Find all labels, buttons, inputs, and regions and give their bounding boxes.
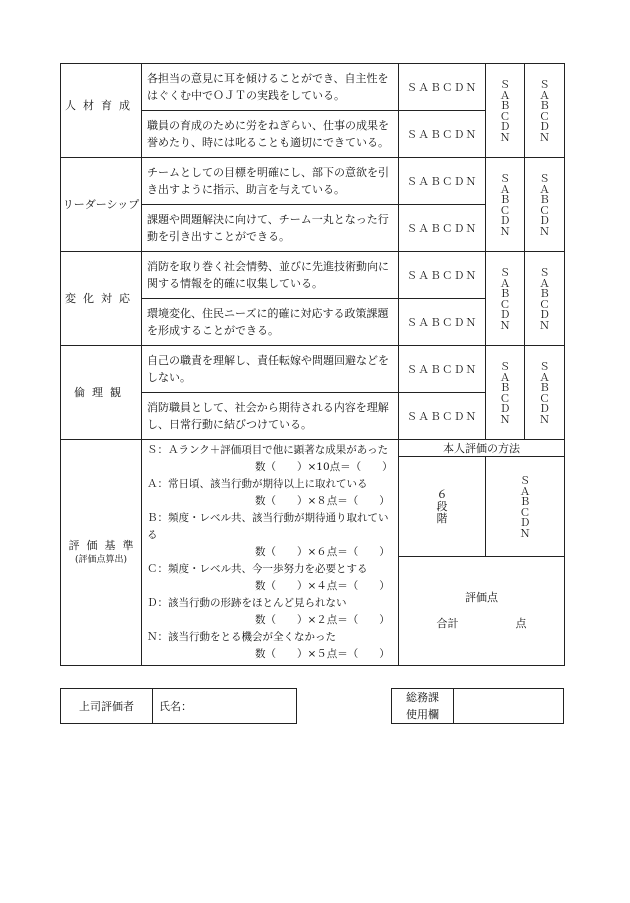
points-total (399, 611, 564, 637)
criteria-score[interactable]: 数（ ）×４点＝（ ） (255, 580, 390, 592)
grade-letter: Ｂ (499, 100, 511, 112)
category-name: 倫理観 (61, 346, 142, 440)
grade-letter: Ｃ (499, 392, 511, 405)
criteria-score[interactable]: 数（ ）×２点＝（ ） (255, 614, 390, 626)
grade-letter: ６ (436, 487, 448, 501)
grade-letter: Ｃ (539, 392, 550, 405)
grade-letter: Ｓ (499, 361, 511, 373)
item-description: 消防を取り巻く社会情勢、並びに先進技術動向に関する情報を的確に収集している。 (142, 252, 399, 299)
grade-letter: Ａ (539, 371, 550, 384)
criteria-subtitle: (評価点算出) (74, 554, 128, 565)
criteria-title-cell (61, 440, 142, 666)
grade-letter: Ｄ (499, 403, 511, 415)
admin-field[interactable] (454, 689, 564, 724)
grade-letter: Ｓ (499, 267, 511, 279)
grade-letter: 階 (436, 511, 448, 525)
grade-letter: Ｂ (539, 288, 550, 300)
grade-letter: Ａ (499, 277, 511, 290)
grade-letter: Ａ (499, 371, 511, 384)
method-grades (486, 457, 565, 557)
item-description: 職員の育成のために労をねぎらい、仕事の成果を誉めたり、時には叱ることも適切にできている。 (142, 111, 399, 158)
grade-letter: Ｎ (499, 413, 511, 426)
criteria-line: Ｂ：頻度・レベル共、該当行動が期待通り取れている (147, 512, 389, 541)
criteria-score[interactable]: 数（ ）×５点＝（ ） (255, 648, 390, 660)
self-evaluation-grades[interactable] (486, 252, 525, 346)
grade-letter: Ｂ (539, 194, 550, 206)
admin-label (392, 689, 454, 724)
criteria-score[interactable]: 数（ ）×８点＝（ ） (255, 495, 390, 507)
grade-letter: Ｂ (499, 382, 511, 394)
category-name: 変化対応 (61, 252, 142, 346)
evaluator-name-field[interactable] (153, 689, 297, 724)
points-cell (399, 557, 565, 666)
item-description: 各担当の意見に耳を傾けることができ、自主性をはぐくむ中でＯＪＴの実践をしている。 (142, 64, 399, 111)
grade-letter: Ａ (519, 485, 531, 498)
item-grade-options[interactable]: ＳＡＢＣＤＮ (399, 299, 486, 346)
category-name: 人材育成 (61, 64, 142, 158)
grade-letter: Ｓ (499, 79, 511, 91)
evaluator-label: 上司評価者 (61, 689, 153, 724)
admin-line1: 総務課 (406, 691, 439, 704)
grade-letter: Ｂ (519, 496, 531, 509)
criteria-score[interactable]: 数（ ）×10点＝（ ） (255, 461, 393, 473)
method-title: 本人評価の方法 (399, 440, 565, 457)
grade-letter: Ｎ (499, 131, 511, 144)
item-description: 自己の職責を理解し、責任転嫁や問題回避などをしない。 (142, 346, 399, 393)
grade-letter: Ｄ (539, 121, 550, 133)
evaluator-box (60, 688, 297, 724)
item-grade-options[interactable]: ＳＡＢＣＤＮ (399, 346, 486, 393)
grade-letter: Ｓ (539, 173, 550, 185)
grade-letter: Ａ (539, 89, 550, 102)
total-label: 合計 (436, 617, 459, 631)
grade-letter: Ｎ (539, 131, 550, 144)
criteria-title: 評価基準 (68, 538, 141, 552)
grade-letter: Ｄ (539, 403, 550, 415)
grade-letter: Ｂ (499, 194, 511, 206)
item-row (61, 64, 565, 111)
grade-letter: Ｃ (519, 506, 531, 519)
grade-letter: Ａ (539, 183, 550, 196)
admin-box (391, 688, 564, 724)
supervisor-evaluation-grades[interactable] (525, 158, 565, 252)
item-row (61, 252, 565, 299)
criteria-line: Ｄ：該当行動の形跡をほとんど見られない (147, 597, 347, 609)
item-grade-options[interactable]: ＳＡＢＣＤＮ (399, 64, 486, 111)
grade-letter: Ｂ (539, 382, 550, 394)
item-description: チームとしての目標を明確にし、部下の意欲を引き出すように指示、助言を与えている。 (142, 158, 399, 205)
grade-letter: Ｄ (499, 309, 511, 321)
grade-letter: Ｄ (519, 517, 531, 530)
self-evaluation-grades[interactable] (486, 64, 525, 158)
grade-letter: Ａ (499, 89, 511, 102)
grade-letter: Ｃ (499, 110, 511, 123)
grade-letter: Ｓ (499, 173, 511, 185)
evaluation-table (60, 63, 565, 666)
grade-letter: Ｃ (499, 204, 511, 217)
self-evaluation-grades[interactable] (486, 346, 525, 440)
admin-line2: 使用欄 (406, 708, 439, 721)
item-row (61, 346, 565, 393)
grade-letter: Ｃ (499, 298, 511, 311)
grade-letter: Ｂ (539, 100, 550, 112)
criteria-score[interactable]: 数（ ）×６点＝（ ） (255, 546, 390, 558)
grade-letter: Ｎ (519, 527, 531, 540)
grade-letter: Ａ (539, 277, 550, 290)
criteria-list (142, 440, 399, 666)
grade-letter: Ｎ (499, 225, 511, 238)
self-evaluation-grades[interactable] (486, 158, 525, 252)
criteria-line: Ｃ：頻度・レベル共、今一歩努力を必要とする (147, 563, 368, 575)
grade-letter: Ｃ (539, 110, 550, 123)
name-label: 氏名： (159, 700, 192, 713)
grade-letter: Ｓ (539, 361, 550, 373)
item-grade-options[interactable]: ＳＡＢＣＤＮ (399, 252, 486, 299)
grade-letter: Ｓ (539, 79, 550, 91)
grade-letter: Ｄ (539, 309, 550, 321)
grade-letter: Ｓ (519, 475, 531, 488)
grade-letter: Ｎ (539, 319, 550, 332)
criteria-line: Ｓ：Ａランク＋評価項目で他に顕著な成果があった (147, 444, 389, 456)
item-description: 消防職員として、社会から期待される内容を理解し、日常行動に結びつけている。 (142, 393, 399, 440)
supervisor-evaluation-grades[interactable] (525, 64, 565, 158)
criteria-line: Ａ：常日頃、該当行動が期待以上に取れている (147, 478, 368, 490)
supervisor-evaluation-grades[interactable] (525, 252, 565, 346)
category-name: リーダーシップ (61, 158, 142, 252)
grade-letter: Ｄ (499, 215, 511, 227)
grade-letter: Ｓ (539, 267, 550, 279)
grade-letter: Ｃ (539, 204, 550, 217)
grade-letter: Ｄ (539, 215, 550, 227)
points-label: 評価点 (465, 591, 498, 605)
points-unit: 点 (515, 617, 527, 631)
item-description: 課題や問題解決に向けて、チーム一丸となった行動を引き出すことができる。 (142, 205, 399, 252)
grade-letter: Ａ (499, 183, 511, 196)
item-grade-options[interactable]: ＳＡＢＣＤＮ (399, 111, 486, 158)
grade-letter: Ｎ (499, 319, 511, 332)
item-grade-options[interactable]: ＳＡＢＣＤＮ (399, 158, 486, 205)
grade-letter: Ｃ (539, 298, 550, 311)
supervisor-evaluation-grades[interactable] (525, 346, 565, 440)
grade-letter: Ｄ (499, 121, 511, 133)
criteria-line: Ｎ：該当行動をとる機会が全くなかった (147, 631, 336, 643)
grade-letter: 段 (436, 499, 448, 513)
item-description: 環境変化、住民ニーズに的確に対応する政策課題を形成することができる。 (142, 299, 399, 346)
grade-letter: Ｎ (539, 413, 550, 426)
item-grade-options[interactable]: ＳＡＢＣＤＮ (399, 205, 486, 252)
grade-letter: Ｂ (499, 288, 511, 300)
item-grade-options[interactable]: ＳＡＢＣＤＮ (399, 393, 486, 440)
item-row (61, 158, 565, 205)
six-levels-cell (399, 457, 486, 557)
grade-letter: Ｎ (539, 225, 550, 238)
